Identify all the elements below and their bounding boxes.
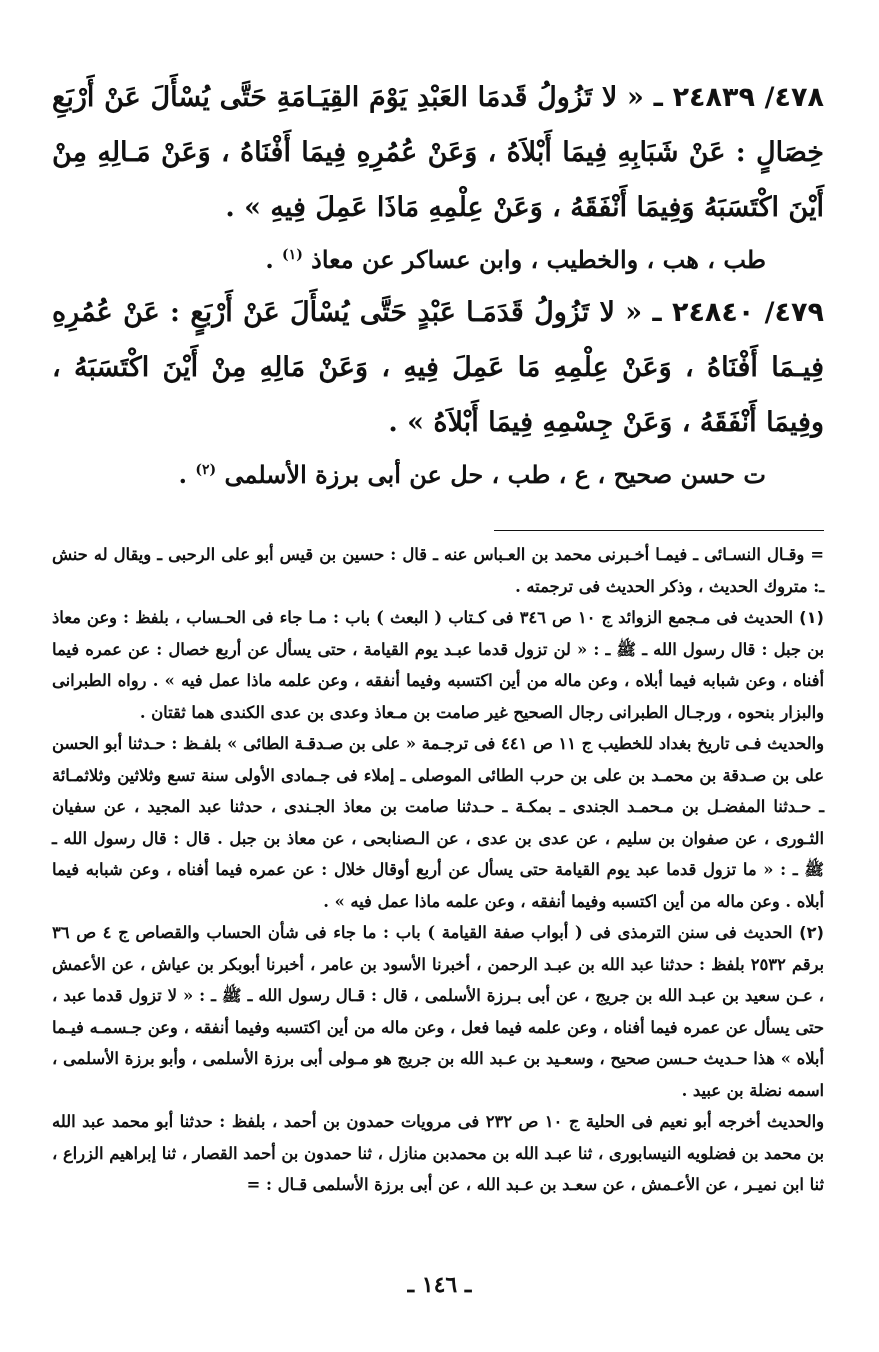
page-number: ـ ١٤٦ ـ	[407, 1272, 472, 1298]
footnote-2-paragraph-2	[52, 1106, 824, 1201]
footnote-reference: (٢)	[195, 462, 217, 478]
footnote-marker: (٢)	[799, 923, 824, 942]
footnote-1	[52, 602, 824, 728]
hadith-number: ٤٧٩/ ٢٤٨٤٠ ـ	[652, 297, 824, 328]
footnote-text: الحديث فى مـجمع الزوائد ج ١٠ ص ٣٤٦ فى كـتاب ( البعث ) باب : مـا جاء فى الحـساب ، بلفظ : وعن معاذ بن جبل : قال رسول الله ـ ﷺ ـ : « لن تزول قدما عبـد يوم القيامة ، حتى يسأل عن أربع خصال : عن عمره فيما أفناه ، وعن شبابه فيما أبلاه ، وعن ماله من أين اكتسبه وفيما أنفقه ، وعن علمه ماذا عمل فيه » . رواه الطبرانى والبزار بنحوه ، ورجـال الطبرانى رجال الصحيح غير صامت بن مـعاذ وعدى بن عدى الكندى هما ثقتان .	[52, 608, 824, 722]
footnote-marker: (١)	[799, 608, 824, 627]
footnote-divider	[494, 530, 824, 531]
source-text: طب ، هب ، والخطيب ، وابن عساكر عن معاذ	[311, 245, 766, 274]
footnote-text: والحديث فـى تاريخ بغداد للخطيب ج ١١ ص ٤٤١ فى ترجـمة « على بن صـدقـة الطائى » بلفـظ : حـدثنا أبو الحسن على بن صـدقة بن محمـد بن على بن حرب الطائى الموصلى ـ إملاء فى جـمادى الأولى سنة تسع وثلاثين وثلاثمـائة ـ حـدثنا المفضـل بن مـحمـد الجندى ـ بمكـة ـ حـدثنا صامت بن معاذ الجـندى ، حدثنا عبد المجيد ، عن سفيان الثـورى ، عن صفوان بن سليم ، عن عدى بن عدى ، عن الـصنابحى ، عن معاذ بن جبل . قال : قال رسول الله ـ ﷺ ـ : « ما تزول قدما عبد يوم القيامة حتى يسأل عن أربع أوقال خلال : عن عمره فيما أفناه ، وعن شبابه فيما أبلاه . وعن ماله من أين اكتسبه وفيما أنفقه ، وعن علمه ماذا عمل فيه » .	[52, 734, 824, 911]
hadith-text: « لا تَزُولُ قَدَمَـا عَبْدٍ حَتَّى يُسْأَلَ عَنْ أَرْبَعٍ : عَنْ عُمُرِهِ فِيـمَا أَفْنَاهُ ، وَعَنْ عِلْمِهِ مَا عَمِلَ فِيهِ ، وَعَنْ مَالِهِ مِنْ أَيْنَ اكْتَسَبَهُ ، وفِيمَا أَنْفَقَهُ ، وَعَنْ جِسْمِهِ فِيمَا أَبْلاَهُ » .	[52, 297, 824, 438]
source-text: ت حسن صحيح ، ع ، طب ، حل عن أبى برزة الأسلمى	[224, 460, 766, 489]
hadith-source: ت حسن صحيح ، ع ، طب ، حل عن أبى برزة الأسلمى $^{(٢)}$ .	[178, 460, 766, 489]
hadith-text: « لا تَزُولُ قَدمَا العَبْدِ يَوْمَ القِيَـامَةِ حَتَّى يُسْأَلَ عَنْ أَرْبَعِ خِصَالٍ : عَنْ شَبَابِهِ فِيمَا أَبْلاَهُ ، وَعَنْ عُمُرِهِ فِيمَا أَفْنَاهُ ، وَعَنْ مَـالِهِ مِنْ أَيْنَ اكْتَسَبَهُ وَفِيمَا أَنْفَقَهُ ، وَعَنْ عِلْمِهِ مَاذَا عَمِلَ فِيهِ » .	[52, 82, 824, 223]
hadith-479	[52, 285, 824, 450]
footnote-text: وقـال النسـائى ـ فيمـا أخـبرنى محمد بن العـباس عنه ـ قال : حسين بن قيس أبو على الرحبى ـ ويقال له حنش ـ: متروك الحديث ، وذكر الحديث فى ترجمته .	[52, 545, 824, 596]
hadith-number: ٤٧٨/ ٢٤٨٣٩ ـ	[653, 82, 824, 113]
footnote-text: الحديث فى سنن الترمذى فى ( أبواب صفة القيامة ) باب : ما جاء فى شأن الحساب والقصاص ج ٤ ص ٣٦ برقم ٢٥٣٢ بلفظ : حدثنا عبد الله بن عبـد الرحمن ، أخبرنا الأسود بن عامر ، أخبرنا أبوبكر بن عياش ، عن الأعمش ، عـن سعيد بن عبـد الله بن جريج ، عن أبى بـرزة الأسلمى ، قال : قـال رسول الله ـ ﷺ ـ : « لا تزول قدما عبد ، حتى يسأل عن عمره فيما أفناه ، وعن علمه فيما فعل ، وعن ماله من أين اكتسبه وفيما أنفقه ، وعن جـسمـه فيـما أبلاه » هذا حـديث حـسن صحيح ، وسعـيد بن عـبد الله بن جريج هو مـولى أبى برزة الأسلمى ، وأبو برزة الأسلمى ، اسمه نضلة بن عبيد .	[52, 923, 824, 1100]
footnote-text: والحديث أخرجه أبو نعيم فى الحلية ج ١٠ ص ٢٣٢ فى مرويات حمدون بن أحمد ، بلفظ : حدثنا أبو محمد عبد الله بن محمد بن فضلويه النيسابورى ، ثنا عبـد الله بن محمدبن منازل ، ثنا حمدون بن أحمد القصار ، ثنا إبراهيم الزراع ، ثنا ابن نميـر ، عن الأعـمش ، عن سعـد بن عـبد الله ، عن أبى برزة الأسلمى قـال : =	[52, 1112, 824, 1194]
footnote-continuation	[52, 539, 824, 602]
hadith-478	[52, 70, 824, 235]
footnote-1-paragraph-2	[52, 728, 824, 917]
hadith-source: طب ، هب ، والخطيب ، وابن عساكر عن معاذ $^{(١)}$ .	[265, 245, 766, 274]
footnote-marker: =	[810, 545, 824, 564]
footnotes	[52, 539, 824, 1201]
footnote-reference: (١)	[282, 247, 303, 263]
footnote-2	[52, 917, 824, 1106]
